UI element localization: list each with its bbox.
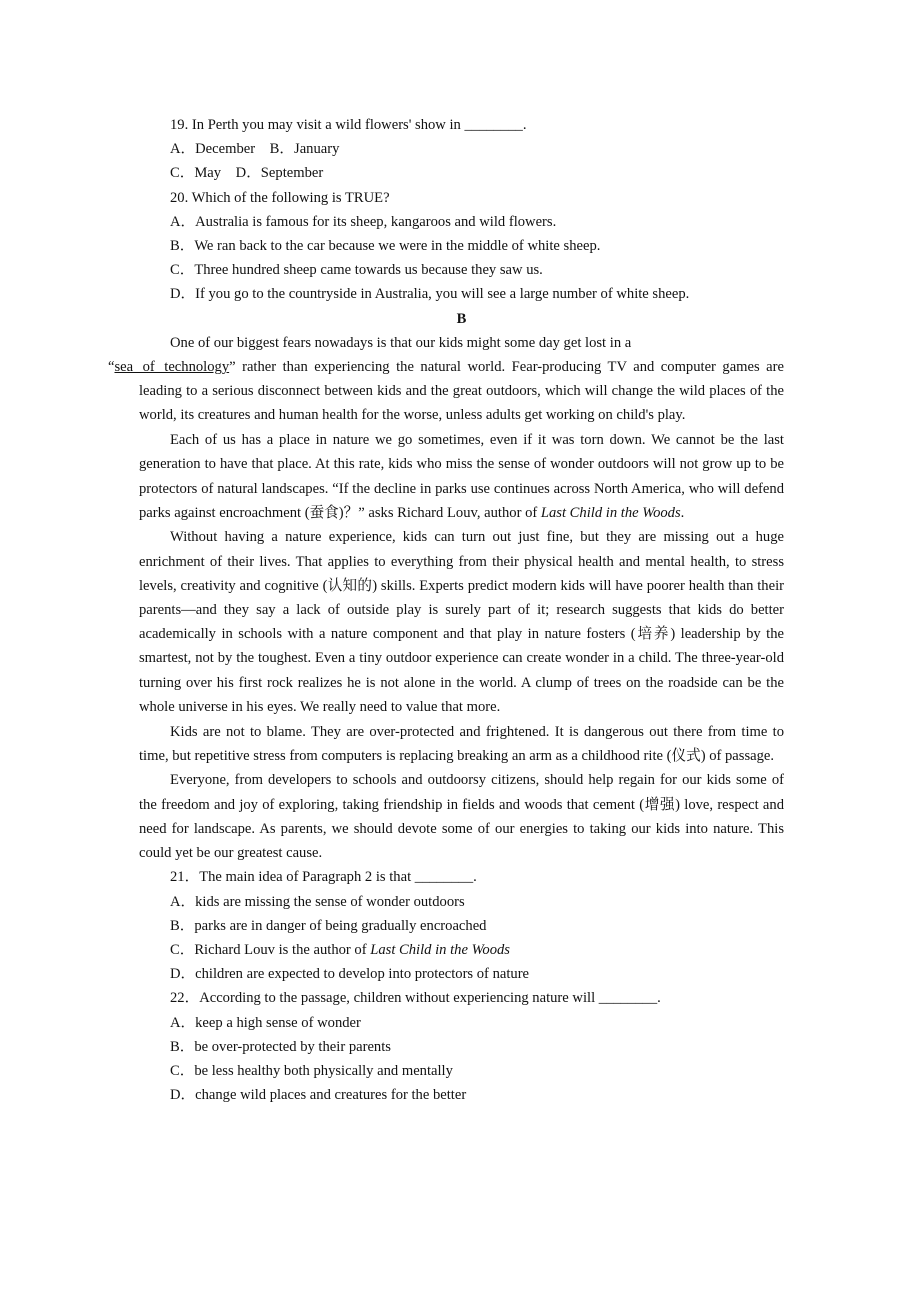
passage-paragraph-3: Without having a nature experience, kids can turn out just fine, but they are missing out a huge enrichment of their lives. That applies to everything from their physical health and mental health, to stress levels, creativity and cognitive (认知的) skills. Experts predict modern kids will have poorer health than their parents—and they say a lack of outside play is surely part of it; research suggests that kids do better academically in schools with a nature component and that play in nature fosters (培养) leadership by the smartest, not by the toughest. Even a tiny outdoor experience can create wonder in a child. The three-year-old turning over his first rock realizes he is not alone in the world. A clump of trees on the roadside can be the whole universe in his eyes. We really need to value that more. <box>139 529 784 715</box>
paragraph-2-end: . <box>680 504 685 521</box>
question-20-option-c: C．Three hundred sheep came towards us because they saw us. <box>170 262 543 279</box>
passage-paragraph-2 <box>139 428 784 525</box>
open-quote: “ <box>108 359 115 376</box>
question-22-option-a: A．keep a high sense of wonder <box>170 1014 361 1031</box>
question-22-option-c: C．be less healthy both physically and mentally <box>170 1062 453 1079</box>
question-22-option-d: D．change wild places and creatures for the better <box>170 1087 467 1104</box>
passage-paragraph-5: Everyone, from developers to schools and outdoorsy citizens, should help regain for our kids some of the freedom and joy of exploring, taking friendship in fields and woods that cement (增强) love, respect and need for landscape. As parents, we should devote some of our energies to taking our kids into nature. This could yet be our greatest cause. <box>139 772 784 862</box>
underlined-phrase: sea of technology <box>114 359 230 376</box>
question-19-options-cd: C．May D．September <box>170 165 324 182</box>
document-page <box>108 113 784 1107</box>
question-21-stem: 21．The main idea of Paragraph 2 is that ________. <box>170 869 477 886</box>
question-22-option-b: B．be over-protected by their parents <box>170 1038 391 1055</box>
question-20-option-d: D．If you go to the countryside in Australia, you will see a large number of white sheep. <box>170 286 690 303</box>
paragraph-1-rest: ” rather than experiencing the natural world. Fear-producing TV and computer games are leading to a serious disconnect between kids and the great outdoors, which will change the wild places of the world, its creatures and human health for the worse, unless adults get working on child's play. <box>139 359 784 424</box>
question-22-stem: 22．According to the passage, children without experiencing nature will ________. <box>170 990 661 1007</box>
question-21-option-c-book: Last Child in the Woods <box>370 941 510 958</box>
question-20-stem: 20. Which of the following is TRUE? <box>170 189 390 206</box>
question-20-option-a: A．Australia is famous for its sheep, kangaroos and wild flowers. <box>170 213 557 230</box>
paragraph-2-text: Each of us has a place in nature we go sometimes, even if it was torn down. We cannot be the last generation to have that place. At this rate, kids who miss the sense of wonder outdoors will not grow up to be protectors of natural landscapes. “If the decline in parks use continues across North America, who will defend parks against encroachment (蚕食)？” asks Richard Louv, author of <box>139 432 784 521</box>
question-21-option-c <box>139 938 784 962</box>
passage-paragraph-1 <box>108 331 784 428</box>
question-21-option-b: B．parks are in danger of being gradually encroached <box>170 917 487 934</box>
question-19-stem: 19. In Perth you may visit a wild flowers' show in ________. <box>170 117 527 133</box>
passage-paragraph-4: Kids are not to blame. They are over-protected and frightened. It is dangerous out there from time to time, but repetitive stress from computers is replacing breaking an arm as a childhood rite (仪式) of passage. <box>139 723 784 764</box>
question-19-options-ab: A．December B．January <box>170 141 340 158</box>
question-21-option-c-text: C．Richard Louv is the author of <box>170 941 371 958</box>
paragraph-1-first-line: One of our biggest fears nowadays is that our kids might some day get lost in a <box>170 334 632 351</box>
book-title: Last Child in the Woods <box>540 504 681 521</box>
question-21-option-a: A．kids are missing the sense of wonder outdoors <box>170 893 465 910</box>
question-20-option-b: B．We ran back to the car because we were in the middle of white sheep. <box>170 238 601 255</box>
question-21-option-d: D．children are expected to develop into protectors of nature <box>170 966 530 983</box>
section-heading: B <box>456 310 467 327</box>
